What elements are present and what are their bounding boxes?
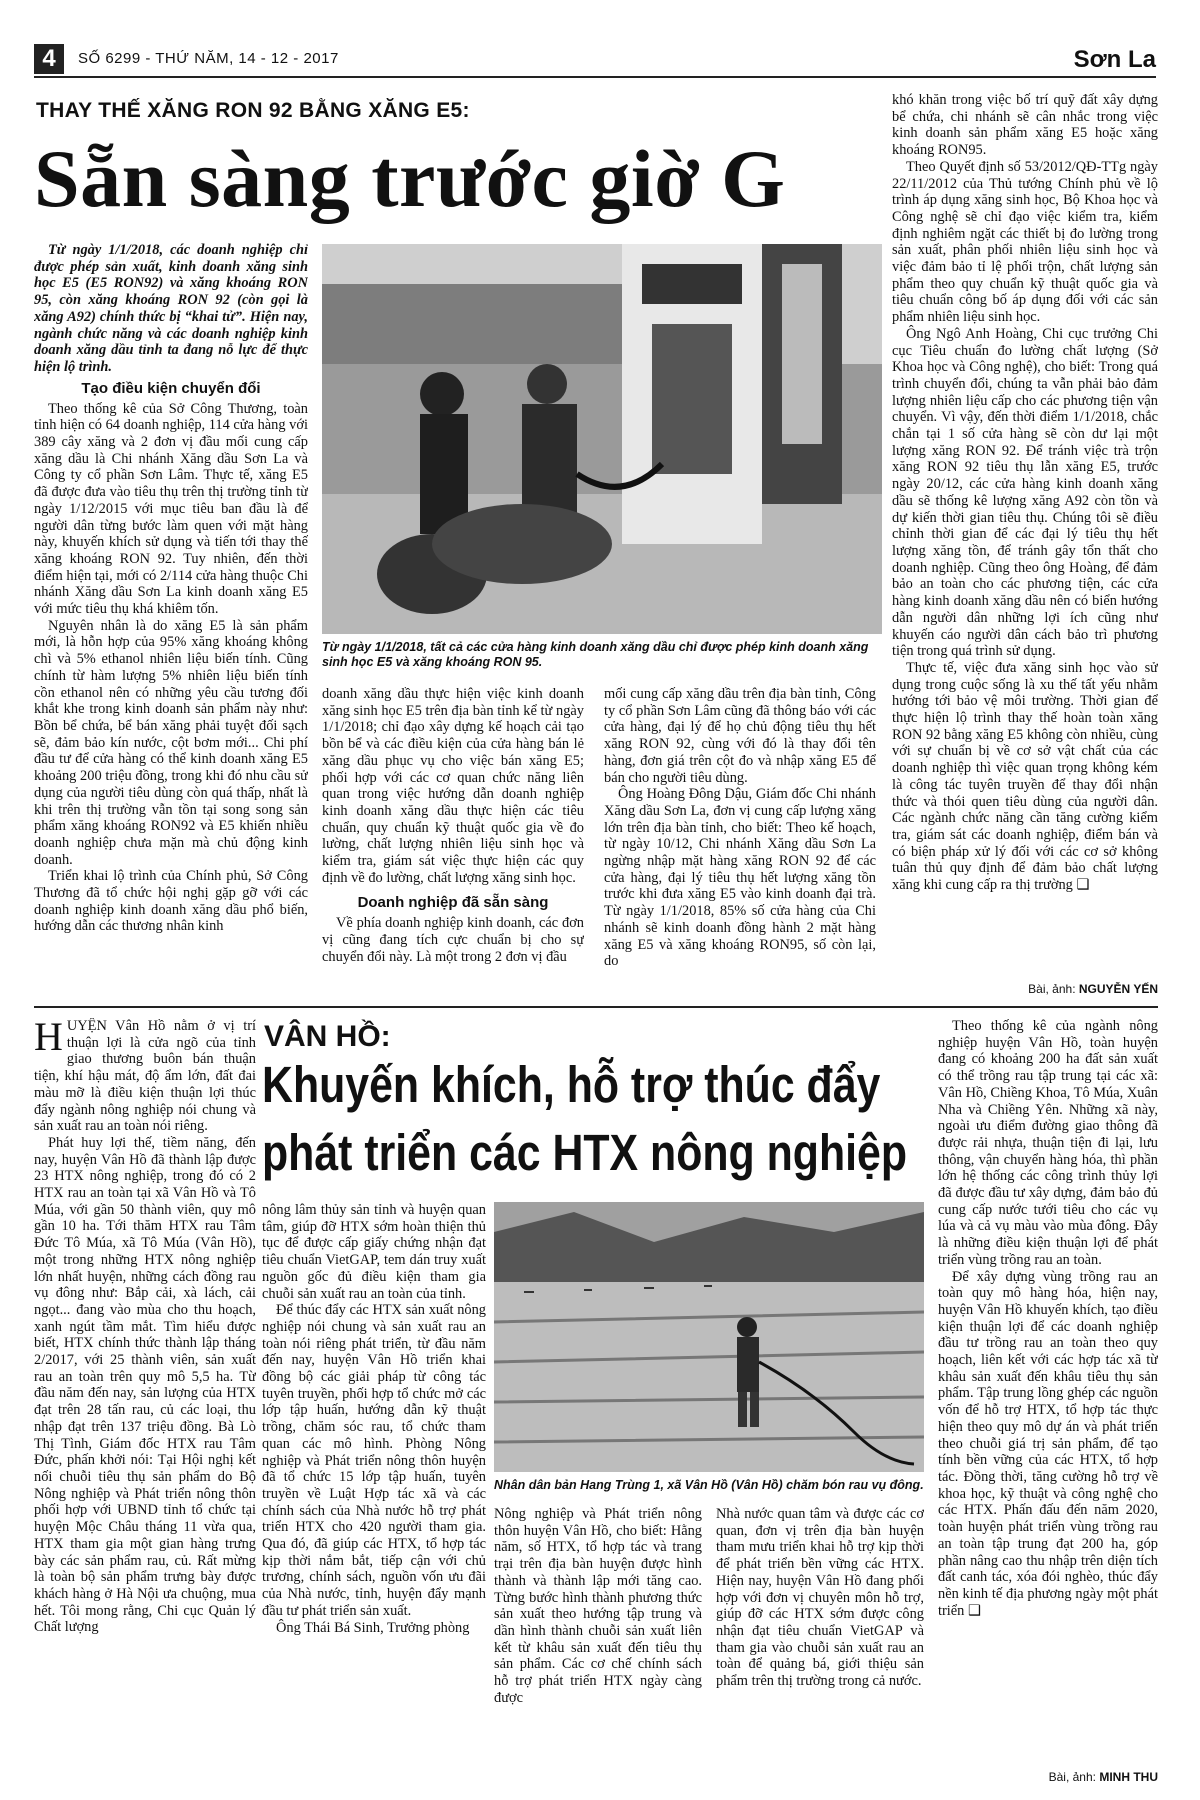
article2-photo xyxy=(494,1202,924,1472)
article1-headline: Sẵn sàng trước giờ G xyxy=(34,133,786,224)
article2-headline-line2: phát triển các HTX nông nghiệp xyxy=(262,1124,908,1181)
article1-kicker: THAY THẾ XĂNG RON 92 BẰNG XĂNG E5: xyxy=(36,99,470,122)
article2-column-1 xyxy=(34,1018,256,1788)
article2-headline-line1: Khuyến khích, hỗ trợ thúc đẩy xyxy=(262,1056,881,1113)
article2-paragraph: nông lâm thủy sản tỉnh và huyện quan tâm, giúp đỡ HTX sớm hoàn thiện thủ tục để được cấp giấy chứng nhận đạt tiêu chuẩn VietGAP, tem dán truy xuất nguồn gốc đủ điều kiện tham gia chuỗi sản xuất rau an toàn của tỉnh. xyxy=(262,1202,486,1302)
article2-paragraph: Phát huy lợi thế, tiềm năng, đến nay, huyện Vân Hồ đã thành lập được 23 HTX nông nghiệp, trong đó có 2 HTX rau an toàn tại xã Vân Hồ và Tô Múa, với gần 50 thành viên, quy mô gần 10 ha. Tới thăm HTX rau Tâm Đức Tô Múa, xã Tô Múa (Vân Hồ), một trong những HTX nông nghiệp lớn nhất huyện, những cách đồng rau vụ đông như: Bắp cải, xà lách, cải ngọt... đang vào mùa cho thu hoạch, xanh ngút tầm mắt. Tìm hiểu được biết, HTX chính thức thành lập tháng 2/2017, với 25 thành viên, sản xuất rau an toàn trên quy mô 5,5 ha. Từ đầu năm đến nay, sản lượng của HTX đạt trên 28 tấn rau, củ các loại, thu nhập đạt trên 137 triệu đồng. Bà Lò Thị Tình, Giám đốc HTX rau Tâm Đức, phấn khởi nói: Tại Hội nghị kết nối chuỗi tiêu thụ sản phẩm do Bộ Nông nghiệp và Phát triển nông thôn phối hợp với UBND tỉnh tổ chức tại huyện Mộc Châu tháng 11 vừa qua, HTX tham gia một gian hàng trưng bày các sản phẩm rau, củ. Rất mừng là toàn bộ sản phẩm trưng bày được khách hàng ở Hà Nội ưa chuộng, mua hết. Tôi mong rằng, Chi cục Quản lý Chất lượng xyxy=(34,1134,256,1636)
article1-column-4 xyxy=(892,92,1158,976)
byline-prefix: Bài, ảnh: xyxy=(1048,1770,1100,1784)
article2-column-5 xyxy=(938,1018,1158,1778)
article1-paragraph: Theo thống kê của Sở Công Thương, toàn tỉnh hiện có 64 doanh nghiệp, 114 cửa hàng với 389 cây xăng và 2 đơn vị đầu mối cung cấp xăng dầu là Chi nhánh Xăng dầu Sơn La và Công ty cổ phần Sơn Lâm. Thực tế, xăng E5 đã được đưa vào tiêu thụ trên thị trường tỉnh từ ngày 1/12/2015 với mục tiêu ban đầu là để người dân từng bước làm quen với mặt hàng này, khuyến khích sử dụng và tiến tới thay thế xăng khoáng RON 92. Tuy nhiên, đến thời điểm hiện tại, mới có 2/114 cửa hàng thuộc Chi nhánh Xăng dầu Sơn La kinh doanh xăng E5 với mức tiêu thụ khá khiêm tốn. xyxy=(34,400,308,618)
article2-paragraph: Nhà nước quan tâm và được các cơ quan, đơn vị trên địa bàn huyện tham mưu triển khai hỗ trợ kịp thời để phát triển bền vững các HTX. Hiện nay, huyện Vân Hồ đang phối hợp với đơn vị chuyên môn hỗ trợ, giúp đỡ các HTX sớm được công nhận đạt tiêu chuẩn VietGAP và tham gia vào chuỗi sản xuất rau an toàn để quảng bá, giới thiệu sản phẩm trên thị trường trong cả nước. xyxy=(716,1506,924,1690)
article2-photo-caption: Nhân dân bản Hang Trùng 1, xã Vân Hồ (Vân Hồ) chăm bón rau vụ đông. xyxy=(494,1478,924,1492)
article2-paragraph: Nông nghiệp và Phát triển nông thôn huyện Vân Hồ, cho biết: Hằng năm, số HTX, tổ hợp tác và trang trại trên địa bàn huyện được hình thành và thành lập mới tăng cao. Từng bước hình thành phương thức sản xuất theo hướng tập trung và dần hình thành chuỗi sản xuất liên kết từ khâu sản xuất đến tiêu thụ sản phẩm. Các cơ chế chính sách hỗ trợ phát triển HTX ngày càng được xyxy=(494,1506,702,1706)
article1-paragraph: Ông Ngô Anh Hoàng, Chi cục trưởng Chi cục Tiêu chuẩn đo lường chất lượng (Sở Khoa học và Công nghệ), cho biết: Trong quá trình chuyển đổi, chúng ta vẫn phải bảo đảm lượng nhiên liệu cấp cho các phương tiện vận chuyển. Vì vậy, đến thời điểm 1/1/2018, chắc chắn tại 1 số cửa hàng sẽ còn dư lại một lượng xăng RON 92. Để tránh việc trà trộn xăng RON 92 tiêu thụ lẫn xăng E5, trước ngày 20/12, các cửa hàng kinh doanh xăng dầu sẽ thống kê lượng xăng A92 còn tồn và dự kiến thời gian tiêu thụ. Chúng tôi sẽ điều chỉnh thời gian để các đại lý tiêu thụ hết lượng xăng tồn, để tránh gây tổn thất cho doanh nghiệp. Cũng theo ông Hoàng, để đảm bảo an toàn cho các phương tiện, các cửa hàng kinh doanh xăng dầu nên có biển hướng dẫn người dân những lợi ích cũng như khuyến cáo người dân cách bảo trì phương tiện trong quá trình sử dụng. xyxy=(892,325,1158,660)
article1-photo-caption: Từ ngày 1/1/2018, tất cả các cửa hàng kinh doanh xăng dầu chỉ được phép kinh doanh xăng sinh học E5 và xăng khoáng RON 95. xyxy=(322,640,869,669)
article2-kicker: VÂN HỒ: xyxy=(264,1020,391,1053)
article1-subhead-2: Doanh nghiệp đã sẵn sàng xyxy=(357,894,549,912)
byline-prefix: Bài, ảnh: xyxy=(1028,982,1079,996)
article2-paragraph: Để xây dựng vùng trồng rau an toàn quy mô hàng hóa, hiện nay, huyện Vân Hồ khuyến khích, tạo điều kiện thuận lợi để các doanh nghiệp đầu tư trồng rau an toàn theo quy hoạch, liên kết với các hợp tác xã từ khâu sản xuất đến khâu tiêu thụ sản phẩm. Tập trung lồng ghép các nguồn vốn để hỗ trợ HTX, tổ hợp tác thực hiện theo quy mô dự án và phát triển theo chuỗi giá trị sản phẩm, để tạo tính bền vững của các HTX, tổ hợp tác. Đồng thời, tăng cường hỗ trợ về khoa học, kỹ thuật và công nghệ cho các HTX. Phấn đấu đến năm 2020, toàn huyện phát triển vùng trồng rau an toàn tập trung đạt 200 ha, góp phần nâng cao thu nhập trên diện tích đất canh tác, xóa đói nghèo, thúc đẩy nền kinh tế địa phương ngày một phát triển ❑ xyxy=(938,1268,1158,1619)
article2-column-3 xyxy=(494,1506,702,1788)
article1-column-2 xyxy=(322,686,584,998)
byline-author: NGUYỄN YẾN xyxy=(1078,982,1158,996)
article1-subhead-1: Tạo điều kiện chuyển đổi xyxy=(81,379,261,397)
masthead: Sơn La xyxy=(1073,46,1156,73)
article1-column-3 xyxy=(604,686,876,998)
article2-paragraph: Ông Thái Bá Sinh, Trưởng phòng xyxy=(276,1619,470,1636)
article2-paragraph: Để thúc đẩy các HTX sản xuất nông nghiệp nói chung và sản xuất rau an toàn nói riêng phát triển, từ đầu năm đến nay, huyện Vân Hồ triển khai đồng bộ các giải pháp từ công tác tuyên truyền, phối hợp tổ chức mở các lớp tập huấn, hướng dẫn kỹ thuật trồng, chăm sóc rau, tổ chức tham quan các mô hình. Phòng Nông nghiệp và Phát triển nông thôn huyện đã tổ chức 15 lớp tập huấn, tuyên truyền về Luật Hợp tác xã và các chính sách của Nhà nước hỗ trợ phát triển HTX cho 420 người tham gia. Qua đó, đã giúp các HTX, tổ hợp tác kịp thời nắm bắt, tiếp cận với chủ trương, chính sách, nguồn vốn ưu đãi của Nhà nước, tỉnh, huyện đẩy mạnh đầu tư phát triển sản xuất. xyxy=(262,1302,486,1619)
article1-paragraph: Triển khai lộ trình của Chính phủ, Sở Công Thương đã tổ chức hội nghị gặp gỡ với các doanh nghiệp kinh doanh xăng dầu phổ biến, hướng dẫn các thương nhân kinh xyxy=(34,868,308,935)
article2-byline xyxy=(938,1770,1158,1784)
article1-paragraph: Ông Hoàng Đông Dậu, Giám đốc Chi nhánh Xăng dầu Sơn La, đơn vị cung cấp lượng xăng lớn trên địa bàn tỉnh, cho biết: Theo kế hoạch, từ ngày 10/12, Chi nhánh Xăng dầu Sơn La ngừng nhập mặt hàng xăng RON 92 để các cửa hàng, đại lý tiêu thụ hết lượng xăng tồn trước khi đưa xăng E5 vào kinh doanh đại trà. Từ ngày 1/1/2018, 85% số cửa hàng của Chi nhánh sẽ kinh doanh đồng hành 2 mặt hàng xăng E5 và xăng khoáng RON95, số còn lại, do xyxy=(604,786,876,970)
article2-dropcap: H xyxy=(34,1018,63,1059)
article1-paragraph: khó khăn trong việc bố trí quỹ đất xây dựng bể chứa, chi nhánh sẽ cân nhắc trong việc kinh doanh sản phẩm xăng E5 hoặc xăng khoáng RON95. xyxy=(892,92,1158,159)
article2-paragraph: Theo thống kê của ngành nông nghiệp huyện Vân Hồ, toàn huyện đang có khoảng 200 ha đất sản xuất có thể trồng rau tập trung tại các xã: Vân Hồ, Chiềng Khoa, Tô Múa, Xuân Nha và Chiềng Yên. Những xã này, ngoài ưu điểm đường giao thông đã được rải nhựa, thuận tiện đi lại, lưu thông, vận chuyển hàng hóa, thì phần lớn hệ thống các công trình thủy lợi đã được đầu tư xây dựng, đảm bảo đủ cung cấp nước tưới tiêu cho các vụ lúa và cả vụ màu vào mùa đông. Đây là những điều kiện thuận lợi để phát triển vùng trồng rau an toàn. xyxy=(938,1018,1158,1268)
article1-photo xyxy=(322,244,882,634)
issue-info: SỐ 6299 - THỨ NĂM, 14 - 12 - 2017 xyxy=(78,50,339,67)
article1-byline xyxy=(892,982,1158,996)
article1-paragraph: doanh xăng dầu thực hiện việc kinh doanh xăng sinh học E5 trên địa bàn tỉnh kể từ ngày 1/1/2018; chỉ đạo xây dựng kế hoạch cải tạo bồn bể và các điều kiện của cửa hàng bán lẻ xăng dầu phục vụ cho việc bán xăng E5; phối hợp với các cơ quan chức năng liên quan trong việc hướng dẫn doanh nghiệp kinh doanh xăng dầu thực hiện các tiêu chuẩn, quy chuẩn kỹ thuật quốc gia về đo lường, chất lượng nhiên liệu sinh học và kiểm tra, giám sát việc thực hiện các quy định về đo lường, chất lượng xăng sinh học. xyxy=(322,686,584,886)
article1-paragraph: mối cung cấp xăng dầu trên địa bàn tỉnh, Công ty cổ phần Sơn Lâm cũng đã thông báo với các cửa hàng, đại lý để họ chủ động tiêu thụ hết xăng RON 92, cùng với đó là thay đổi tên hàng, đơn giá trên cột đo và nhập xăng E5 để bán cho người tiêu dùng. xyxy=(604,686,876,786)
article1-paragraph: Theo Quyết định số 53/2012/QĐ-TTg ngày 22/11/2012 của Thủ tướng Chính phủ về lộ trình áp dụng xăng sinh học, Bộ Khoa học và Công nghệ sẽ chỉ đạo việc kiểm tra, kiểm định nghiêm ngặt các thiết bị đo lường trong sản xuất, phân phối nhiên liệu sinh học và việc đảm bảo tỉ lệ phối trộn, chất lượng sản phẩm theo quy chuẩn kỹ thuật quốc gia và tiêu chuẩn công bố áp dụng đối với các sản phẩm nhiên liệu sinh học. xyxy=(892,158,1158,326)
article1-paragraph: Nguyên nhân là do xăng E5 là sản phẩm mới, là hỗn hợp của 95% xăng khoáng không chì và 5% ethanol nhiên liệu biến tính. Cũng chính từ hàm lượng 5% nhiên liệu biến tính cồn ethanol nên có những yêu cầu tương đối khắt khe trong kinh doanh sản phẩm này như: Bồn bể chứa, bể bán xăng phải tuyệt đối sạch sẽ, đảm bảo kín nước, cột bơm mới... Chi phí đầu tư để cửa hàng có thể kinh doanh xăng E5 khoảng 200 triệu đồng, trong khi đó nhu cầu sử dụng của người tiêu dùng còn quá thấp, nhất là khi trên thị trường vẫn tồn tại song song sản phẩm xăng khoáng RON92 và E5 khiến nhiều doanh nghiệp chưa mặn mà chủ động kinh doanh. xyxy=(34,617,308,868)
section-divider xyxy=(34,1006,1158,1008)
article1-column-1 xyxy=(34,242,308,1004)
article1-lead: Từ ngày 1/1/2018, các doanh nghiệp chỉ được phép sản xuất, kinh doanh xăng sinh học E5 (E5 RON92) và xăng khoáng RON 95, còn xăng khoáng RON 92 (còn gọi là xăng A92) chính thức bị “khai tử”. Hiện nay, ngành chức năng và các doanh nghiệp kinh doanh xăng dầu tỉnh ta đang nỗ lực để thực hiện lộ trình. xyxy=(34,242,308,375)
article1-paragraph: Thực tế, việc đưa xăng sinh học vào sử dụng trong cuộc sống là xu thế tất yếu nhằm hướng tới bảo vệ môi trường. Thời gian để thực hiện lộ trình thay thế hoàn toàn xăng RON 92 bằng xăng E5 không còn nhiều, cùng với sự chuẩn bị về cơ sở vật chất của các doanh nghiệp thì việc quan trọng không kém là công tác tuyên truyền để thay đổi nhận thức và thói quen tiêu dùng của người dân. Các ngành chức năng cần tăng cường kiểm tra, giám sát các doanh nghiệp, điểm bán và có biện pháp xử lý đối với các cơ sở không tuân thủ quy định để đảm bảo chất lượng xăng khi cung cấp ra thị trường ❑ xyxy=(892,659,1158,894)
article2-paragraph: HUYỆN Vân Hồ nằm ở vị trí thuận lợi là cửa ngõ của tỉnh giao thương buôn bán thuận tiện, khí hậu mát, độ ẩm lớn, đất đai màu mỡ là điều kiện thuận lợi thúc đẩy ngành nông nghiệp nói chung và sản xuất rau an toàn nói riêng. xyxy=(34,1018,256,1135)
article2-column-4 xyxy=(716,1506,924,1788)
header-rule xyxy=(34,76,1156,78)
byline-author: MINH THU xyxy=(1099,1770,1158,1784)
page-number: 4 xyxy=(42,45,56,72)
article1-paragraph: Về phía doanh nghiệp kinh doanh, các đơn vị cũng đang tích cực chuẩn bị cho sự chuyển đổi này. Là một trong 2 đơn vị đầu xyxy=(322,915,584,965)
article2-column-2 xyxy=(262,1202,486,1788)
